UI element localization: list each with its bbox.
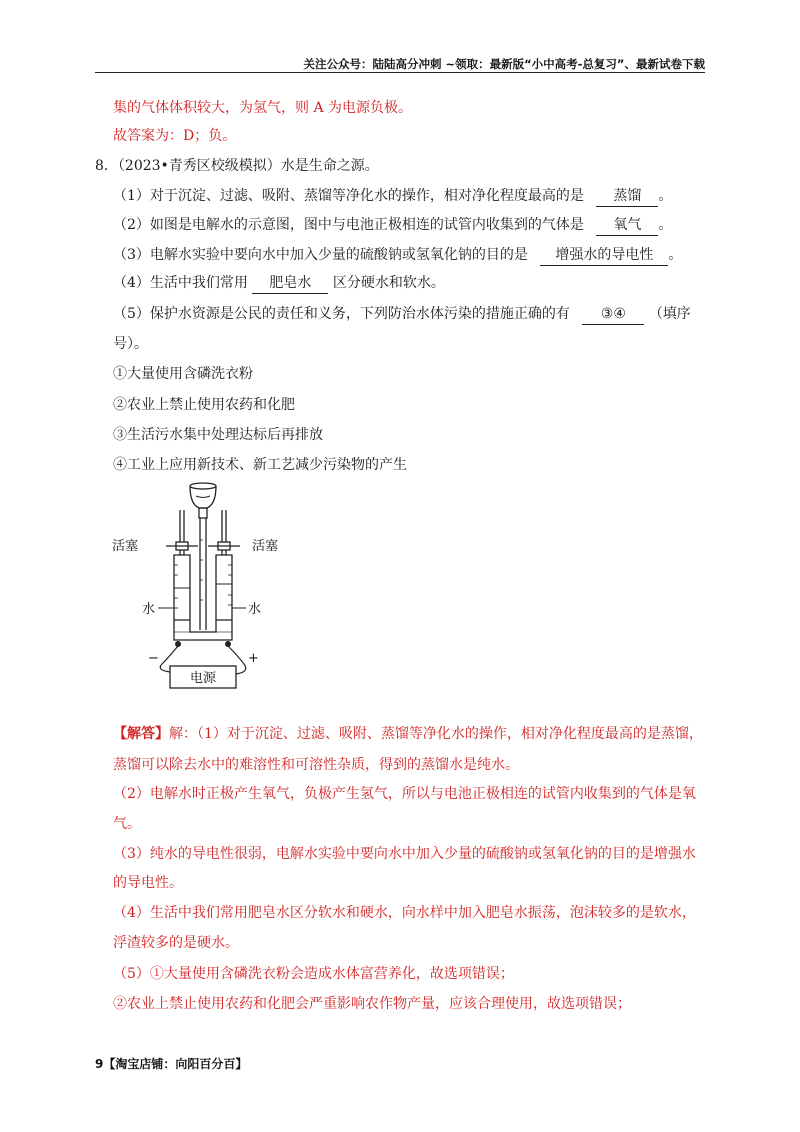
sub-question-4	[113, 273, 445, 294]
shop-label: 【淘宝店铺：向阳百分百】	[103, 1057, 248, 1071]
sub-question-2-text: （2）如图是电解水的示意图，图中与电池正极相连的试管内收集到的气体是	[113, 217, 584, 233]
water-right-label: 水	[248, 602, 262, 617]
sub-question-3	[113, 245, 682, 266]
prev-answer-line-1: 集的气体体积较大，为氢气，则 A 为电源负极。	[113, 100, 413, 116]
sub-question-3-text: （3）电解水实验中要向水中加入少量的硫酸钠或氢氧化钠的目的是	[113, 247, 528, 263]
option-1: ①大量使用含磷洗衣粉	[113, 366, 253, 382]
sub-question-5-end: （填序	[648, 306, 691, 322]
negative-terminal-label: −	[148, 651, 159, 666]
answer-line-4: 气。	[113, 816, 141, 832]
stopcock-right-label: 活塞	[252, 539, 279, 554]
sub-question-1	[113, 186, 672, 207]
electrodes	[175, 641, 231, 647]
answer-line-9: （5）①大量使用含磷洗衣粉会造成水体富营养化，故选项错误；	[113, 966, 514, 982]
sub-question-3-end: 。	[668, 247, 683, 263]
answer-line-6: 的导电性。	[113, 875, 183, 891]
sub-question-3-answer: 增强水的导电性	[540, 245, 668, 266]
answer-line-1-text: 解：（1）对于沉淀、过滤、吸附、蒸馏等净化水的操作，相对净化程度最高的是蒸馏，	[169, 726, 703, 742]
option-2: ②农业上禁止使用农药和化肥	[113, 397, 295, 413]
power-supply	[170, 666, 236, 688]
sub-question-2-end: 。	[658, 217, 673, 233]
option-4: ④工业上应用新技术、新工艺减少污染物的产生	[113, 457, 407, 473]
water-left-label: 水	[142, 602, 156, 617]
sub-question-1-answer: 蒸馏	[596, 186, 658, 207]
stopcock-left-label: 活塞	[112, 539, 139, 554]
answer-line-10: ②农业上禁止使用农药和化肥会严重影响农作物产量，应该合理使用，故选项错误；	[113, 996, 631, 1012]
sub-question-2	[113, 215, 672, 236]
sub-question-5-answer: ③④	[582, 304, 644, 325]
power-supply-label: 电源	[189, 671, 217, 686]
connecting-tube	[174, 620, 232, 640]
sub-question-5-continued: 号）。	[113, 336, 148, 352]
answer-line-7: （4）生活中我们常用肥皂水区分软水和硬水，向水样中加入肥皂水振荡，泡沫较多的是软水，	[113, 905, 696, 921]
answer-line-5: （3）纯水的导电性很弱，电解水实验中要向水中加入少量的硫酸钠或氢氧化钠的目的是增强水	[113, 846, 696, 862]
option-3: ③生活污水集中处理达标后再排放	[113, 427, 323, 443]
sub-question-2-answer: 氧气	[596, 215, 658, 236]
sub-question-1-text: （1）对于沉淀、过滤、吸附、蒸馏等净化水的操作，相对净化程度最高的是	[113, 188, 584, 204]
left-stopcock	[166, 542, 198, 550]
electrolysis-diagram	[112, 480, 302, 695]
question-stem: 8．（2023•青秀区校级模拟）水是生命之源。	[95, 158, 379, 174]
sub-question-4-text: （4）生活中我们常用	[113, 275, 248, 291]
answer-line-2: 蒸馏可以除去水中的难溶性和可溶性杂质，得到的蒸馏水是纯水。	[113, 757, 519, 773]
answer-line-3: （2）电解水时正极产生氧气，负极产生氢气，所以与电池正极相连的试管内收集到的气体是氧	[113, 786, 696, 802]
sub-question-1-end: 。	[658, 188, 673, 204]
answer-line-8: 浮渣较多的是硬水。	[113, 935, 239, 951]
funnel-reservoir	[190, 483, 216, 630]
sub-question-4-answer: 肥皂水	[252, 273, 328, 294]
answer-line-1	[113, 724, 703, 744]
right-stopcock	[208, 542, 240, 550]
header-rule	[95, 72, 705, 73]
sub-question-4-end: 区分硬水和软水。	[332, 275, 445, 291]
page-footer	[95, 1055, 247, 1072]
sub-question-5	[113, 304, 691, 325]
prev-answer-line-2: 故答案为：D；负。	[113, 128, 237, 144]
positive-terminal-label: +	[248, 651, 259, 666]
page-header: 关注公众号：陆陆高分冲刺 ~领取：最新版“小中高考-总复习”、最新试卷下载	[303, 57, 705, 71]
sub-question-5-text: （5）保护水资源是公民的责任和义务，下列防治水体污染的措施正确的有	[113, 306, 570, 322]
answer-tag: 【解答】	[113, 726, 169, 742]
page-number: 9	[95, 1057, 104, 1071]
